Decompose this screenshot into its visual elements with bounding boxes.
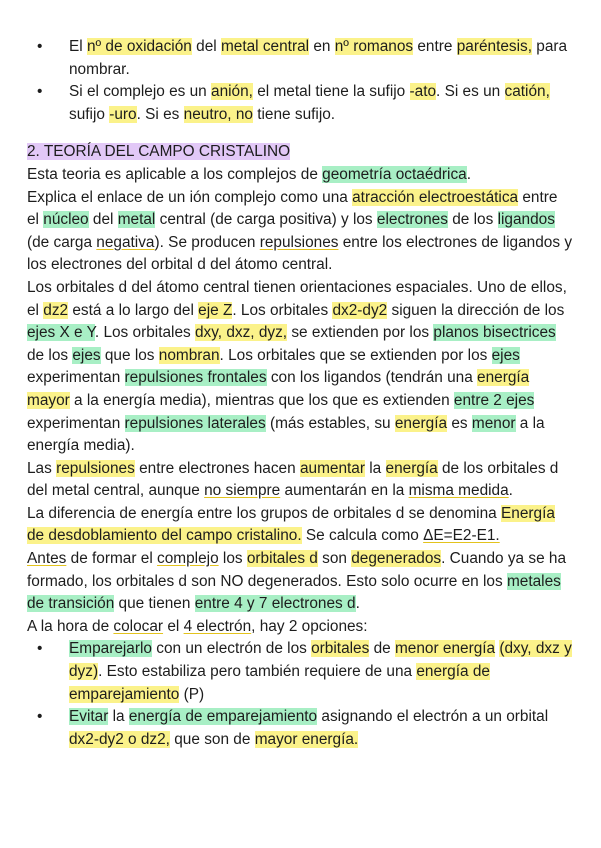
highlighted-text: mayor energía. <box>254 730 359 748</box>
highlighted-text: ligandos <box>497 211 555 229</box>
underlined-text: negativa <box>96 233 155 251</box>
text-run: . Los orbitales <box>94 324 195 342</box>
highlighted-text: ejes X e Y <box>27 324 95 342</box>
text-run: de los orbitales d del metal central, aunque <box>27 459 559 500</box>
text-run: . <box>355 595 360 613</box>
text-run: el metal tiene la sufijo <box>252 83 410 101</box>
highlighted-text: -uro <box>109 105 137 123</box>
highlighted-text: aumentar <box>299 459 365 477</box>
text-run: son <box>317 550 352 568</box>
paragraph <box>27 503 573 548</box>
text-run: a la energía media). <box>27 414 545 455</box>
text-run: en <box>309 38 335 55</box>
text-run: (más estables, su <box>265 414 395 432</box>
highlighted-text: repulsiones frontales <box>124 369 267 387</box>
underlined-text: complejo <box>157 550 219 568</box>
highlighted-text: paréntesis, <box>456 38 533 55</box>
text-run: con los ligandos (tendrán una <box>266 369 478 387</box>
text-run: experimentan <box>27 369 125 387</box>
highlighted-text: metal central <box>220 38 310 55</box>
highlighted-text: repulsiones laterales <box>124 414 266 432</box>
text-run: de los <box>27 346 73 364</box>
text-run: asignando el electrón a un orbital <box>317 708 549 726</box>
highlighted-text: degenerados <box>351 550 442 568</box>
highlighted-text: anión, <box>211 83 253 101</box>
highlighted-text: electrones <box>376 211 448 229</box>
options-list <box>27 638 573 751</box>
highlighted-text: nº de oxidación <box>86 38 192 55</box>
text-run: entre <box>413 38 457 55</box>
text-run: del <box>88 211 118 229</box>
text-run: . Los orbitales que se extienden por los <box>219 346 492 364</box>
text-run: Explica el enlace de un ión complejo como una <box>27 188 353 206</box>
highlighted-text: eje Z <box>198 301 233 319</box>
text-run: a la energía media), mientras que los que es extienden <box>69 391 454 409</box>
highlighted-text: -ato <box>409 83 437 101</box>
text-run: sufijo <box>69 105 110 123</box>
paragraph <box>27 616 573 639</box>
highlighted-text: energía <box>385 459 438 477</box>
paragraph <box>27 458 573 503</box>
section-heading <box>27 141 573 164</box>
bullet-item <box>27 706 573 751</box>
text-run: entre los electrones de ligandos y los electrones del orbital d del átomo central. <box>27 233 573 274</box>
highlighted-text: repulsiones <box>56 459 135 477</box>
highlighted-text: entre 4 y 7 electrones d <box>194 595 356 613</box>
text-run: la <box>364 459 386 477</box>
highlighted-text: entre 2 ejes <box>453 391 535 409</box>
highlighted-text: atracción electroestática <box>352 188 519 206</box>
text-run: Las <box>27 459 57 477</box>
text-run: . <box>508 482 513 500</box>
highlighted-text: dxy, dxz, dyz, <box>194 324 288 342</box>
highlighted-text: ejes <box>72 346 101 364</box>
text-run: tiene sufijo. <box>252 105 336 123</box>
text-run: aumentarán en la <box>280 482 409 500</box>
text-run: del <box>191 38 221 55</box>
highlighted-text: Energía de desdoblamiento del campo cristalino. <box>27 504 555 545</box>
text-run: central (de carga positiva) y los <box>155 211 377 229</box>
text-run: de formar el <box>66 550 158 568</box>
text-run: es <box>447 414 472 432</box>
text-run: (de carga <box>27 233 97 251</box>
paragraph <box>27 164 573 187</box>
text-run: entre electrones hacen <box>134 459 300 477</box>
highlighted-text: nº romanos <box>334 38 414 55</box>
text-run: de <box>369 640 395 658</box>
paragraph <box>27 187 573 277</box>
highlighted-text: ejes <box>491 346 520 364</box>
text-run: experimentan <box>27 414 125 432</box>
underlined-text: 4 electrón <box>183 617 252 635</box>
naming-rules-list <box>27 36 573 126</box>
paragraph <box>27 277 573 458</box>
bullet-item <box>27 36 573 81</box>
text-run: para nombrar. <box>69 38 568 78</box>
bullet-item <box>27 81 573 126</box>
text-run: (P) <box>179 685 205 703</box>
text-run: ). Se producen <box>154 233 260 251</box>
highlighted-text: orbitales d <box>246 550 318 568</box>
highlighted-text: energía <box>394 414 448 432</box>
text-run: . Los orbitales <box>232 301 333 319</box>
text-run: La diferencia de energía entre los grupos de orbitales d se denomina <box>27 504 501 522</box>
highlighted-text: 2. TEORÍA DEL CAMPO CRISTALINO <box>27 143 291 161</box>
underlined-text: Antes <box>27 550 67 568</box>
underlined-text: ΔE=E2-E1. <box>423 527 500 545</box>
highlighted-text: energía de emparejamiento <box>69 663 490 703</box>
highlighted-text: (dxy, dxz y dyz) <box>69 640 572 681</box>
highlighted-text: orbitales <box>311 640 370 658</box>
highlighted-text: dx2-dy2 <box>332 301 388 319</box>
section-body <box>27 164 573 638</box>
text-run: siguen la dirección de los <box>387 301 565 319</box>
text-run: se extienden por los <box>287 324 434 342</box>
text-run: está a lo largo del <box>68 301 199 319</box>
highlighted-text: Emparejarlo <box>69 640 152 658</box>
text-run: . Si es un <box>436 83 505 101</box>
text-run: Los orbitales d del átomo central tienen orientaciones espaciales. Uno de ellos, el <box>27 278 567 319</box>
bullet-item <box>27 638 573 706</box>
highlighted-text: menor energía <box>394 640 496 658</box>
highlighted-text: menor <box>471 414 516 432</box>
highlighted-text: planos bisectrices <box>433 324 556 342</box>
text-run: , hay 2 opciones: <box>251 617 368 635</box>
text-run: entre el <box>27 188 558 229</box>
text-run: que los <box>100 346 159 364</box>
text-run: Se calcula como <box>301 527 424 545</box>
text-run: que son de <box>169 730 255 748</box>
highlighted-text: catión, <box>504 83 550 101</box>
highlighted-text: energía de emparejamiento <box>128 708 318 726</box>
underlined-text: misma medida <box>408 482 509 500</box>
highlighted-text: metal <box>117 211 156 229</box>
text-run: . Esto estabiliza pero también requiere de una <box>98 663 417 681</box>
text-run: Esta teoria es aplicable a los complejos de <box>27 165 323 183</box>
text-run: la <box>108 708 129 726</box>
highlighted-text: neutro, no <box>183 105 253 123</box>
text-run: . Si es <box>136 105 184 123</box>
highlighted-text: dz2 <box>43 301 69 319</box>
underlined-text: repulsiones <box>259 233 339 251</box>
highlighted-text: metales de transición <box>27 572 561 613</box>
underlined-text: no siempre <box>204 482 281 500</box>
highlighted-text: energía mayor <box>27 369 530 409</box>
text-run: El <box>69 38 87 55</box>
text-run: Si el complejo es un <box>69 83 212 101</box>
highlighted-text: nombran <box>158 346 220 364</box>
text-run: . <box>466 165 472 183</box>
text-run: de los <box>447 211 498 229</box>
paragraph <box>27 548 573 616</box>
text-run: . Cuando ya se ha formado, los orbitales d son NO degenerados. Esto solo ocurre en los <box>27 550 567 590</box>
highlighted-text: Evitar <box>69 708 109 726</box>
text-run: el <box>163 617 184 635</box>
text-run: con un electrón de los <box>151 640 312 658</box>
text-run: que tienen <box>114 595 195 613</box>
highlighted-text: dx2-dy2 o dz2, <box>69 730 170 748</box>
highlighted-text: geometría octaédrica <box>322 165 467 183</box>
text-run: A la hora de <box>27 617 114 635</box>
underlined-text: colocar <box>113 617 164 635</box>
highlighted-text: núcleo <box>43 211 89 229</box>
text-run: los <box>218 550 247 568</box>
